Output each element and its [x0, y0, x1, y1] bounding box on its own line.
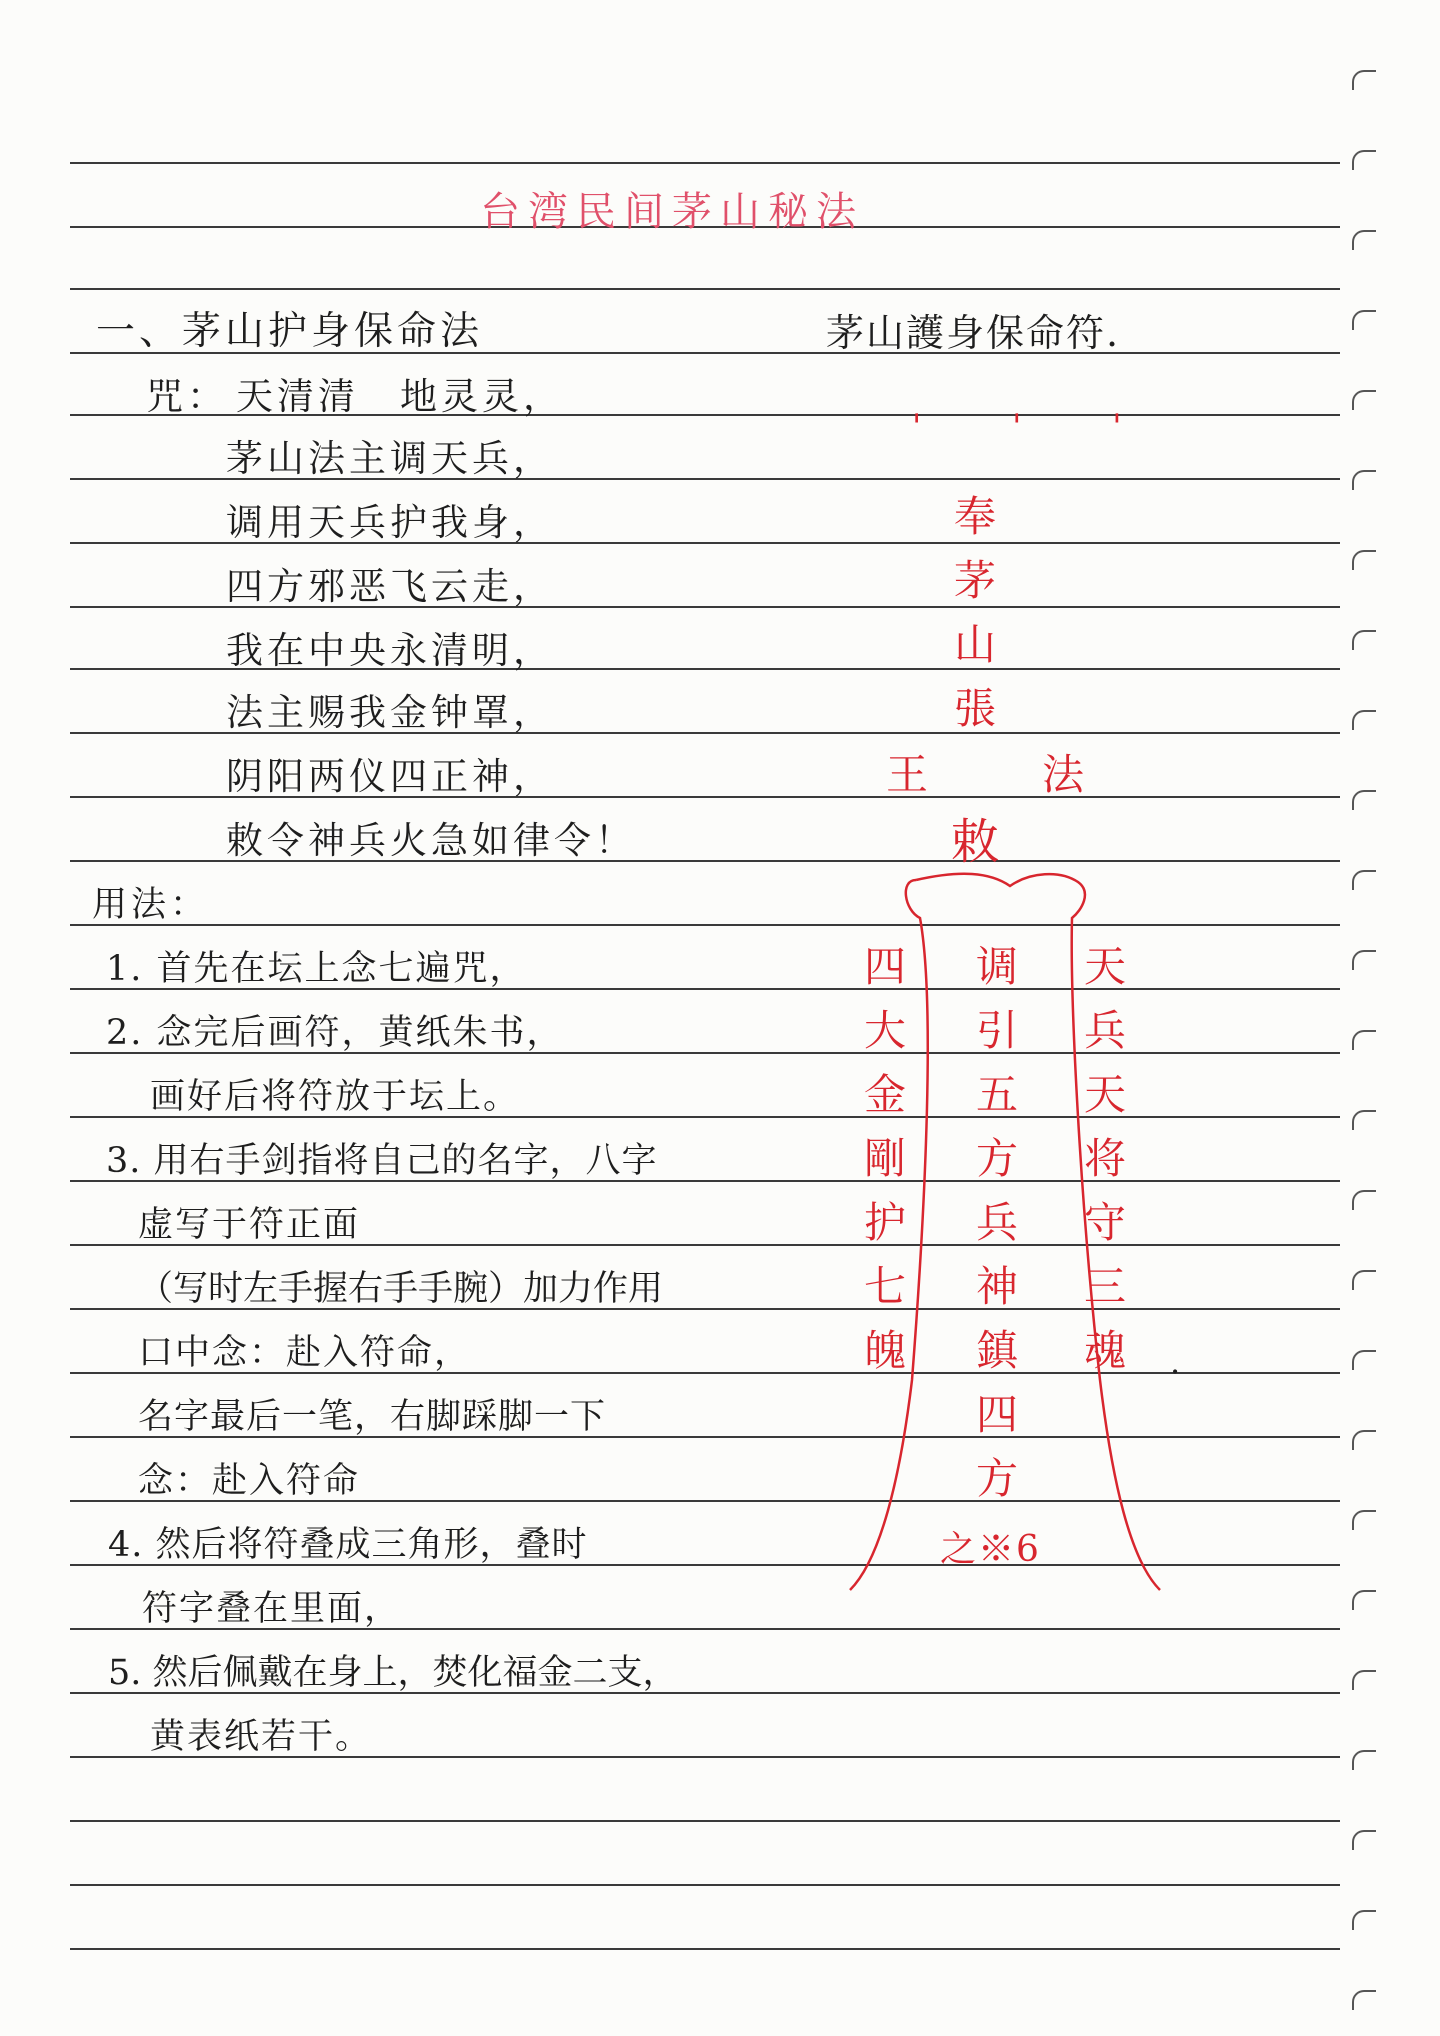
talisman-right-char: 三 [1083, 1262, 1126, 1311]
talisman-left-char: 四 [863, 942, 906, 991]
usage-line: 名字最后一笔，右脚踩脚一下 [138, 1397, 607, 1437]
talisman-ling-char: 敕 [950, 814, 999, 870]
talisman-center-char: 兵 [975, 1198, 1018, 1247]
incantation-line: 天清清 地灵灵， [236, 375, 564, 418]
talisman-center-char: 鎮 [975, 1326, 1018, 1375]
usage-line: 念：赴入符命 [138, 1461, 361, 1501]
talisman-center-char: 引 [975, 1006, 1018, 1055]
talisman-left-char: 魄 [863, 1326, 906, 1375]
incantation-prefix: 咒： [146, 375, 228, 418]
incantation-line: 阴阳两仪四正神， [226, 755, 554, 798]
talisman-right-char: 将 [1083, 1134, 1126, 1183]
talisman-left-char: 大 [863, 1006, 906, 1055]
talisman-top-char: 奉 [953, 492, 996, 541]
usage-line: （写时左手握右手手腕）加力作用 [138, 1269, 664, 1309]
talisman-left-char: 七 [863, 1262, 906, 1311]
talisman-left-char: 剛 [863, 1134, 906, 1183]
usage-line: 2. 念完后画符，黄纸朱书， [106, 1013, 564, 1053]
talisman-top-char: 張 [953, 684, 996, 733]
talisman-right-char: 天 [1083, 1070, 1126, 1119]
talisman-right-char: 守 [1083, 1198, 1126, 1247]
page-title: 台湾民间茅山秘法 [480, 189, 864, 235]
incantation-line: 茅山法主调天兵， [226, 437, 554, 480]
talisman-center-char: 神 [975, 1262, 1018, 1311]
usage-heading: 用法： [92, 885, 210, 925]
talisman-right-end: . [1170, 1343, 1185, 1381]
talisman-side-char: 王 [885, 750, 928, 799]
talisman-center-char: 五 [975, 1070, 1018, 1119]
talisman-right-char: 兵 [1083, 1006, 1126, 1055]
talisman-left-char: 金 [863, 1070, 906, 1119]
talisman-center-char: 方 [975, 1134, 1018, 1183]
talisman-bottom-mark: 之※6 [940, 1529, 1041, 1570]
talisman-center-char: 调 [975, 942, 1018, 991]
usage-line: 符字叠在里面， [142, 1589, 402, 1629]
talisman-ticks: ' ' ' [912, 407, 1162, 447]
incantation-line: 法主赐我金钟罩， [226, 691, 554, 734]
incantation-line: 敕令神兵火急如律令！ [226, 819, 636, 862]
talisman-label: 茅山護身保命符. [826, 311, 1121, 355]
talisman-center-char: 方 [975, 1454, 1018, 1503]
talisman-side-char: 法 [1041, 750, 1084, 799]
usage-line: 黄表纸若干。 [150, 1717, 373, 1757]
usage-line: 1. 首先在坛上念七遍咒， [106, 949, 527, 989]
talisman-top-char: 茅 [953, 556, 996, 605]
incantation-line: 我在中央永清明， [226, 629, 554, 672]
talisman-right-char: 天 [1083, 942, 1126, 991]
incantation-line: 调用天兵护我身， [226, 501, 554, 544]
usage-line: 虚写于符正面 [138, 1205, 361, 1245]
talisman-top-char: 山 [953, 620, 996, 669]
talisman-right-char: 魂 [1083, 1326, 1126, 1375]
usage-line: 画好后将符放于坛上。 [150, 1077, 521, 1117]
talisman-left-char: 护 [863, 1198, 906, 1247]
talisman-center-char: 四 [975, 1390, 1018, 1439]
usage-line: 3. 用右手剑指将自己的名字，八字 [106, 1141, 658, 1181]
usage-line: 4. 然后将符叠成三角形，叠时 [108, 1525, 588, 1565]
section-heading: 一、茅山护身保命法 [96, 309, 484, 354]
incantation-line: 四方邪恶飞云走， [226, 565, 554, 608]
usage-line: 口中念：赴入符命， [138, 1333, 472, 1373]
usage-line: 5. 然后佩戴在身上，焚化福金二支， [108, 1653, 678, 1693]
